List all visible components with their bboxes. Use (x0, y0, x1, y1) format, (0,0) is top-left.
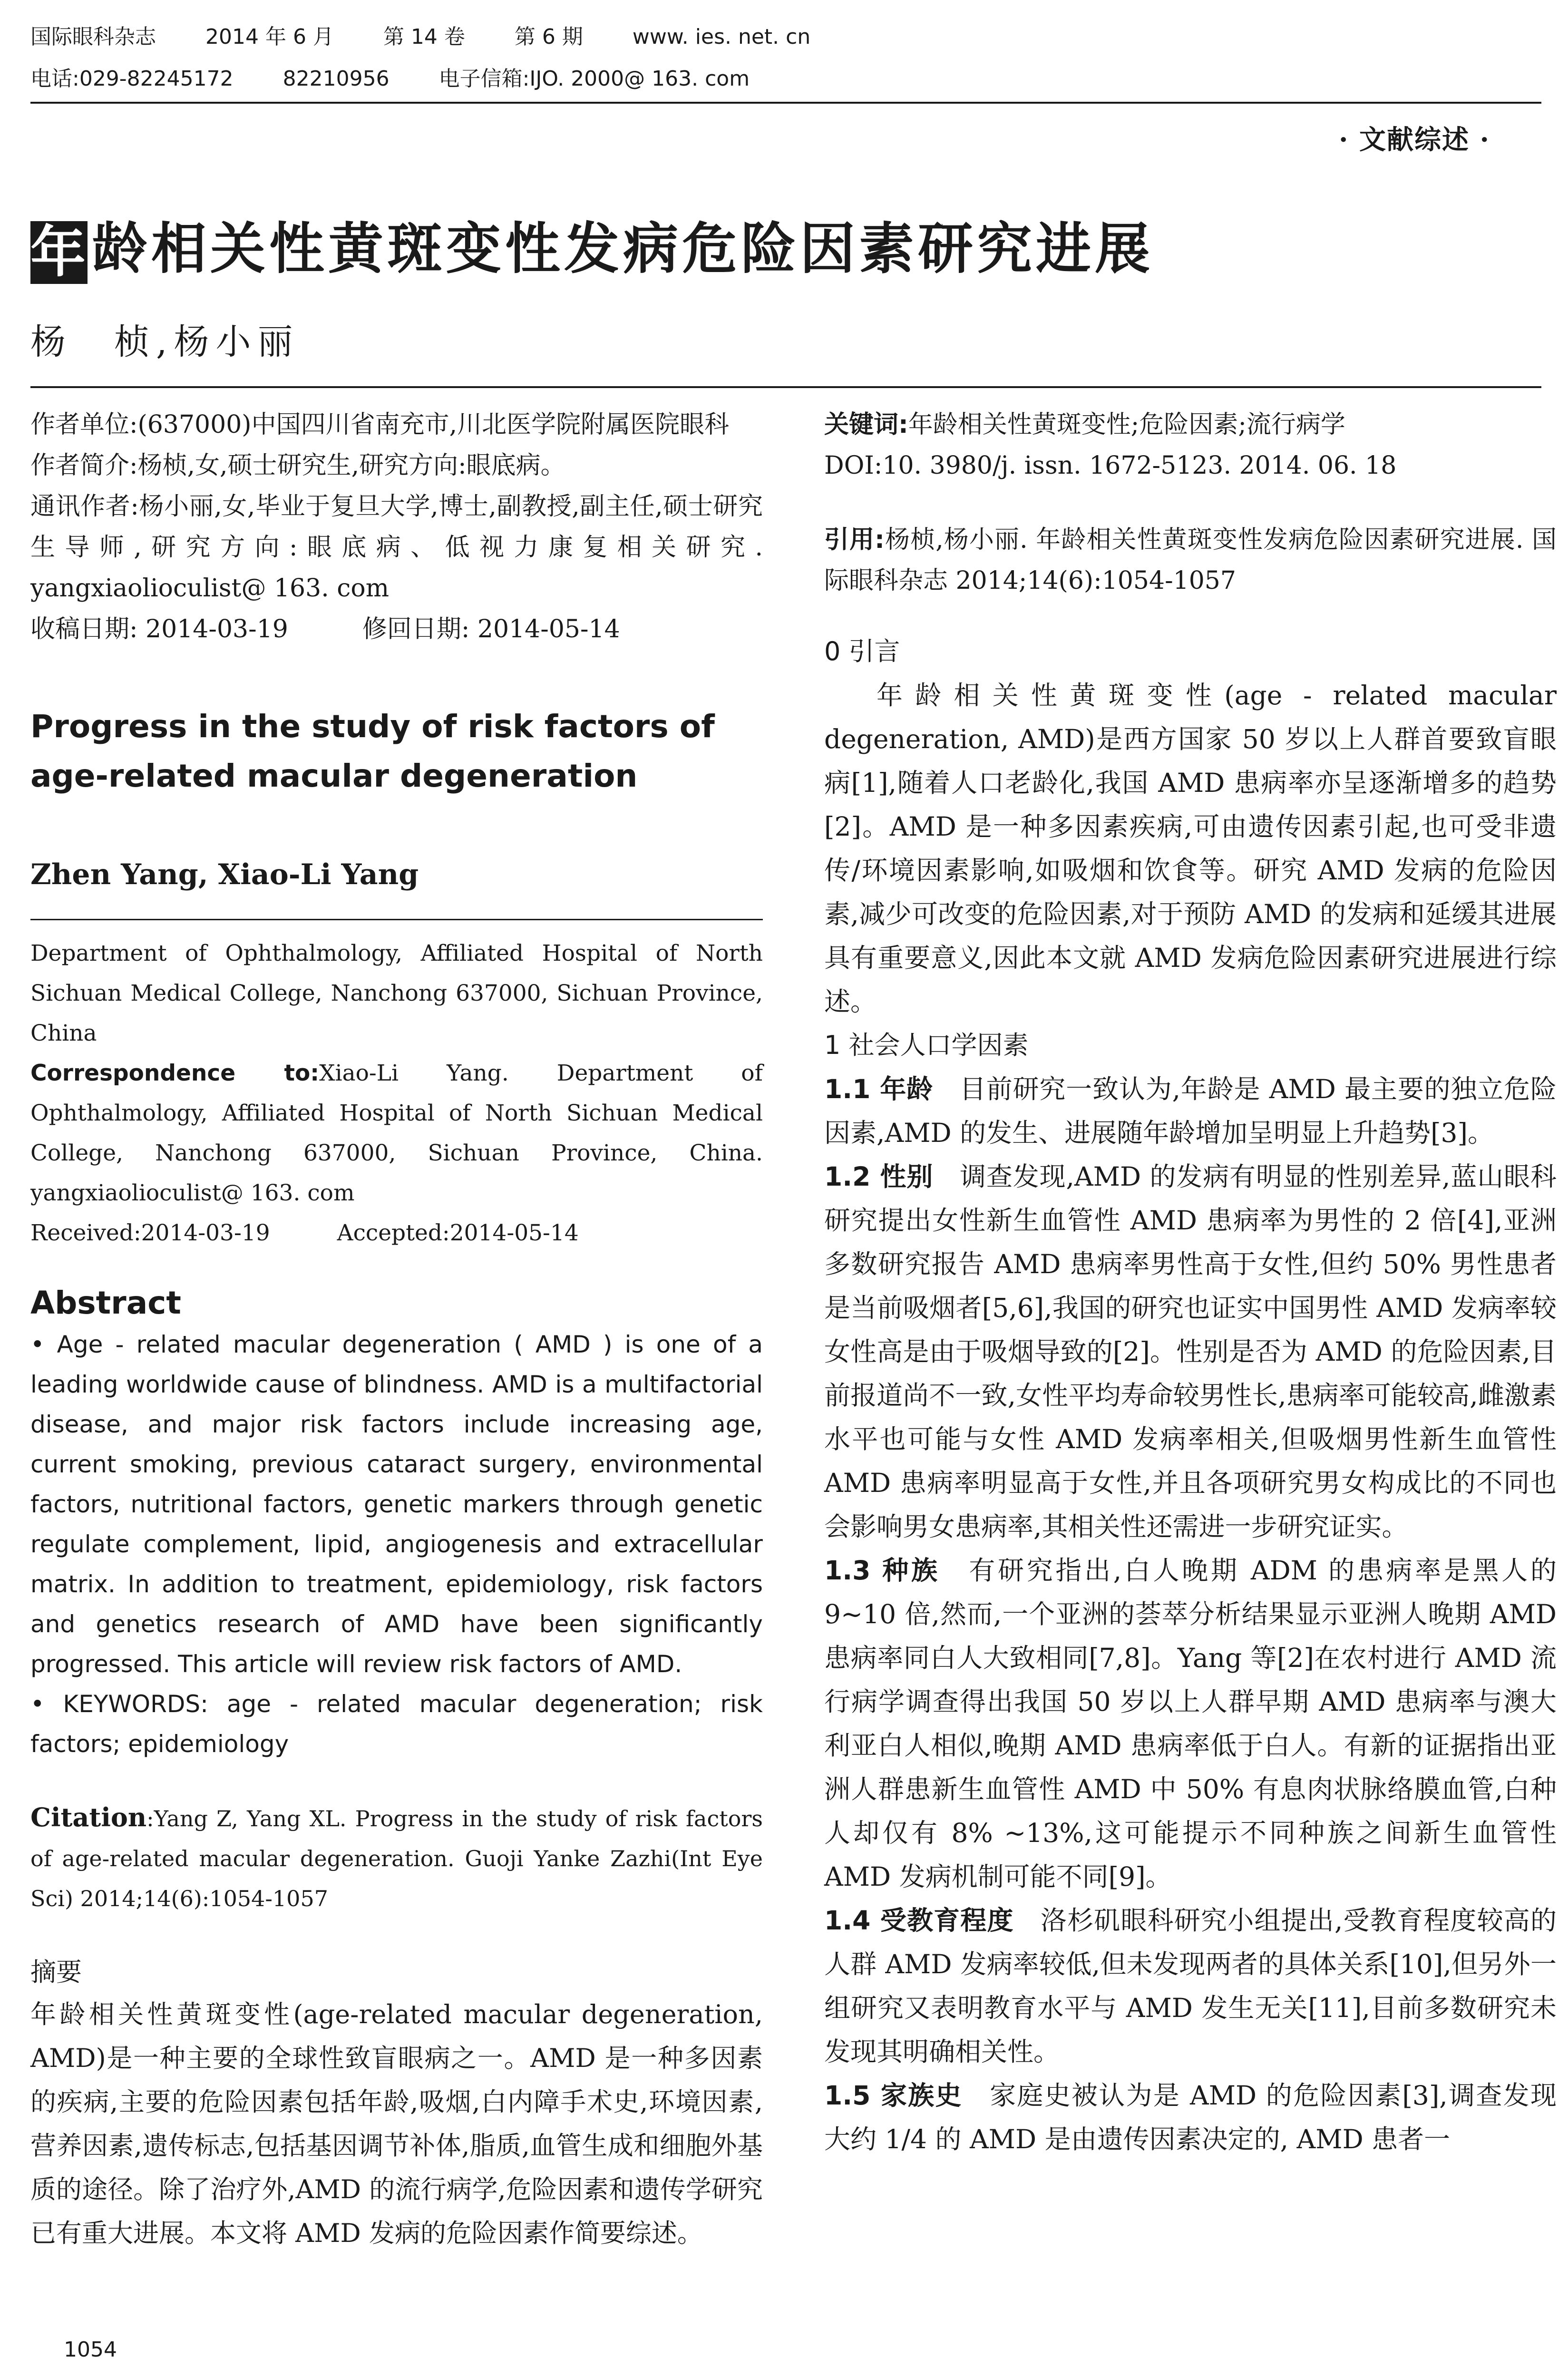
chinese-citation (824, 519, 1557, 601)
english-authors: Zhen Yang, Xiao-Li Yang (30, 858, 419, 891)
section-1-1-heading: 1.1 年龄 (824, 1074, 934, 1104)
author-profile: 作者简介:杨桢,女,硕士研究生,研究方向:眼底病。 (30, 451, 565, 480)
chinese-keywords (824, 404, 1557, 445)
issue-date: 2014 年 6 月 (205, 25, 334, 49)
section-1-1-text: 目前研究一致认为,年龄是 AMD 最主要的独立危险因素,AMD 的发生、进展随年龄增加呈明显上升趋势[3]。 (824, 1074, 1557, 1148)
section-1-4-text: 洛杉矶眼科研究小组提出,受教育程度较高的人群 AMD 发病率较低,但未发现两者的具体关系[10],但另外一组研究又表明教育水平与 AMD 发生无关[11],目前多数研究未发现其明确相关性。 (824, 1905, 1557, 2067)
intro-text: 年龄相关性黄斑变性(age - related macular degeneration, AMD)是西方国家 50 岁以上人群首要致盲眼病[1],随着人口老龄化,我国 AMD 患病率亦呈逐渐增多的趋势[2]。AMD 是一种多因素疾病,可由遗传因素引起,也可受非遗传/环境因素影响,如吸烟和饮食等。研究 AMD 发病的危险因素,减少可改变的危险因素,对于预防 AMD 的发病和延缓其进展具有重要意义,因此本文就 AMD 发病危险因素研究进展进行综述。 (824, 680, 1557, 1017)
section-1-2-heading: 1.2 性别 (824, 1161, 934, 1192)
left-column (30, 404, 763, 2255)
english-keywords: • KEYWORDS: age - related macular degeneration; risk factors; epidemiology (30, 1690, 763, 1758)
journal-name: 国际眼科杂志 (30, 25, 156, 49)
received-accepted: Received:2014-03-19 Accepted:2014-05-14 (30, 1220, 579, 1246)
section-1-3-heading: 1.3 种族 (824, 1555, 940, 1586)
journal-website: www. ies. net. cn (632, 25, 811, 49)
corresponding-author: 通讯作者:杨小丽,女,毕业于复旦大学,博士,副教授,副主任,硕士研究生导师,研究方向:眼底病、低视力康复相关研究. yangxiaolioculist@ 163. com (30, 492, 763, 603)
section-1-4-heading: 1.4 受教育程度 (824, 1905, 1014, 1936)
section-1-5-heading: 1.5 家族史 (824, 2080, 963, 2111)
intro-heading: 0 引言 (824, 636, 900, 666)
title-first-char: 年 (30, 220, 89, 285)
section-1-5 (824, 2074, 1557, 2161)
journal-phone: 电话:029-82245172 (30, 67, 234, 91)
right-column (824, 404, 1557, 2161)
section-1-5-text: 家庭史被认为是 AMD 的危险因素[3],调查发现大约 1/4 的 AMD 是由遗传因素决定的, AMD 患者一 (824, 2080, 1557, 2154)
author-affiliation: 作者单位:(637000)中国四川省南充市,川北医学院附属医院眼科 (30, 410, 730, 439)
cite-text: 杨桢,杨小丽. 年龄相关性黄斑变性发病危险因素研究进展. 国际眼科杂志 2014;14(6):1054-1057 (824, 526, 1557, 595)
running-header-line2 (30, 65, 792, 93)
section-1-2 (824, 1155, 1557, 1549)
citation-text: :Yang Z, Yang XL. Progress in the study of risk factors of age-related macular degeneration. Guoji Yanke Zazhi(Int Eye Sci) 2014;14(6):1054-1057 (30, 1806, 763, 1911)
citation (30, 1797, 763, 1919)
running-header-line1 (30, 23, 853, 51)
section-1-3 (824, 1549, 1557, 1899)
english-affiliation: Department of Ophthalmology, Affiliated Hospital of North Sichuan Medical College, Nanchong 637000, Sichuan Province, China (30, 940, 763, 1046)
correspondence-text: Xiao-Li Yang. Department of Ophthalmology, Affiliated Hospital of North Sichuan Medical College, Nanchong 637000, Sichuan Province, China. yangxiaolioculist@ 163. com (30, 1060, 763, 1206)
issue-number: 第 6 期 (514, 25, 583, 49)
section1-heading: 1 社会人口学因素 (824, 1030, 1029, 1060)
journal-email: 电子信箱:IJO. 2000@ 163. com (438, 67, 750, 91)
abstract-text: • Age - related macular degeneration ( AMD ) is one of a leading worldwide cause of blindness. AMD is a multifactorial disease, and major risk factors include increasing age, current smoking, previous cataract surgery, environmental factors, nutritional factors, genetic markers through genetic regulate complement, lipid, angiogenesis and extracellular matrix. In addition to treatment, epidemiology, risk factors and genetics research of AMD have been significantly progressed. This article will review risk factors of AMD. (30, 1331, 763, 1678)
doi: DOI:10. 3980/j. issn. 1672-5123. 2014. 06. 18 (824, 451, 1397, 480)
header-rule (30, 102, 1541, 104)
section-1-3-text: 有研究指出,白人晚期 ADM 的患病率是黑人的 9~10 倍,然而,一个亚洲的荟萃分析结果显示亚洲人晚期 AMD 患病率同白人大致相同[7,8]。Yang 等[2]在农村进行 AMD 流行病学调查得出我国 50 岁以上人群早期 AMD 患病率与澳大利亚白人相似,晚期 AMD 患病率低于白人。有新的证据指出亚洲人群患新生血管性 AMD 中 50% 有息肉状脉络膜血管,白种人却仅有 8% ~13%,这可能提示不同种族之间新生血管性 AMD 发病机制可能不同[9]。 (824, 1555, 1557, 1892)
volume: 第 14 卷 (383, 25, 465, 49)
section-1-4 (824, 1899, 1557, 2074)
chinese-abstract: 年龄相关性黄斑变性(age-related macular degeneration, AMD)是一种主要的全球性致盲眼病之一。AMD 是一种多因素的疾病,主要的危险因素包括年龄,吸烟,白内障手术史,环境因素,营养因素,遗传标志,包括基因调节补体,脂质,血管生成和细胞外基质的途径。除了治疗外,AMD 的流行病学,危险因素和遗传学研究已有重大进展。本文将 AMD 发病的危险因素作简要综述。 (30, 1999, 763, 2248)
article-title (30, 205, 1154, 284)
correspondence (30, 1053, 763, 1213)
cite-label: 引用: (824, 526, 885, 554)
abstract-heading: Abstract (30, 1285, 181, 1321)
title-rule (30, 386, 1541, 388)
chinese-abstract-heading: 摘要 (30, 1957, 82, 1987)
english-title: Progress in the study of risk factors of age-related macular degeneration (30, 708, 715, 794)
section-1-2-text: 调查发现,AMD 的发病有明显的性别差异,蓝山眼科研究提出女性新生血管性 AMD 患病率为男性的 2 倍[4],亚洲多数研究报告 AMD 患病率男性高于女性,但约 50% 男性患者是当前吸烟者[5,6],我国的研究也证实中国男性 AMD 发病率较女性高是由于吸烟导致的[2]。性别是否为 AMD 的危险因素,目前报道尚不一致,女性平均寿命较男性长,患病率可能较高,雌激素水平也可能与女性 AMD 发病率相关,但吸烟男性新生血管性 AMD 患病率明显高于女性,并且各项研究男女构成比的不同也会影响男女患病率,其相关性还需进一步研究证实。 (824, 1161, 1557, 1542)
keywords-label: 关键词: (824, 410, 908, 439)
correspondence-label: Correspondence to: (30, 1060, 320, 1086)
title-rest: 龄相关性黄斑变性发病危险因素研究进展 (92, 217, 1154, 281)
journal-phone2: 82210956 (282, 67, 390, 91)
section-type-label: · 文献综述 · (1339, 124, 1490, 156)
authors-chinese: 杨 桢,杨小丽 (30, 321, 300, 362)
page-number: 1054 (64, 2338, 117, 2362)
citation-label: Citation (30, 1802, 147, 1832)
received-revised-dates: 收稿日期: 2014-03-19 修回日期: 2014-05-14 (30, 615, 620, 643)
keywords-text: 年龄相关性黄斑变性;危险因素;流行病学 (908, 410, 1345, 439)
section-1-1 (824, 1067, 1557, 1155)
